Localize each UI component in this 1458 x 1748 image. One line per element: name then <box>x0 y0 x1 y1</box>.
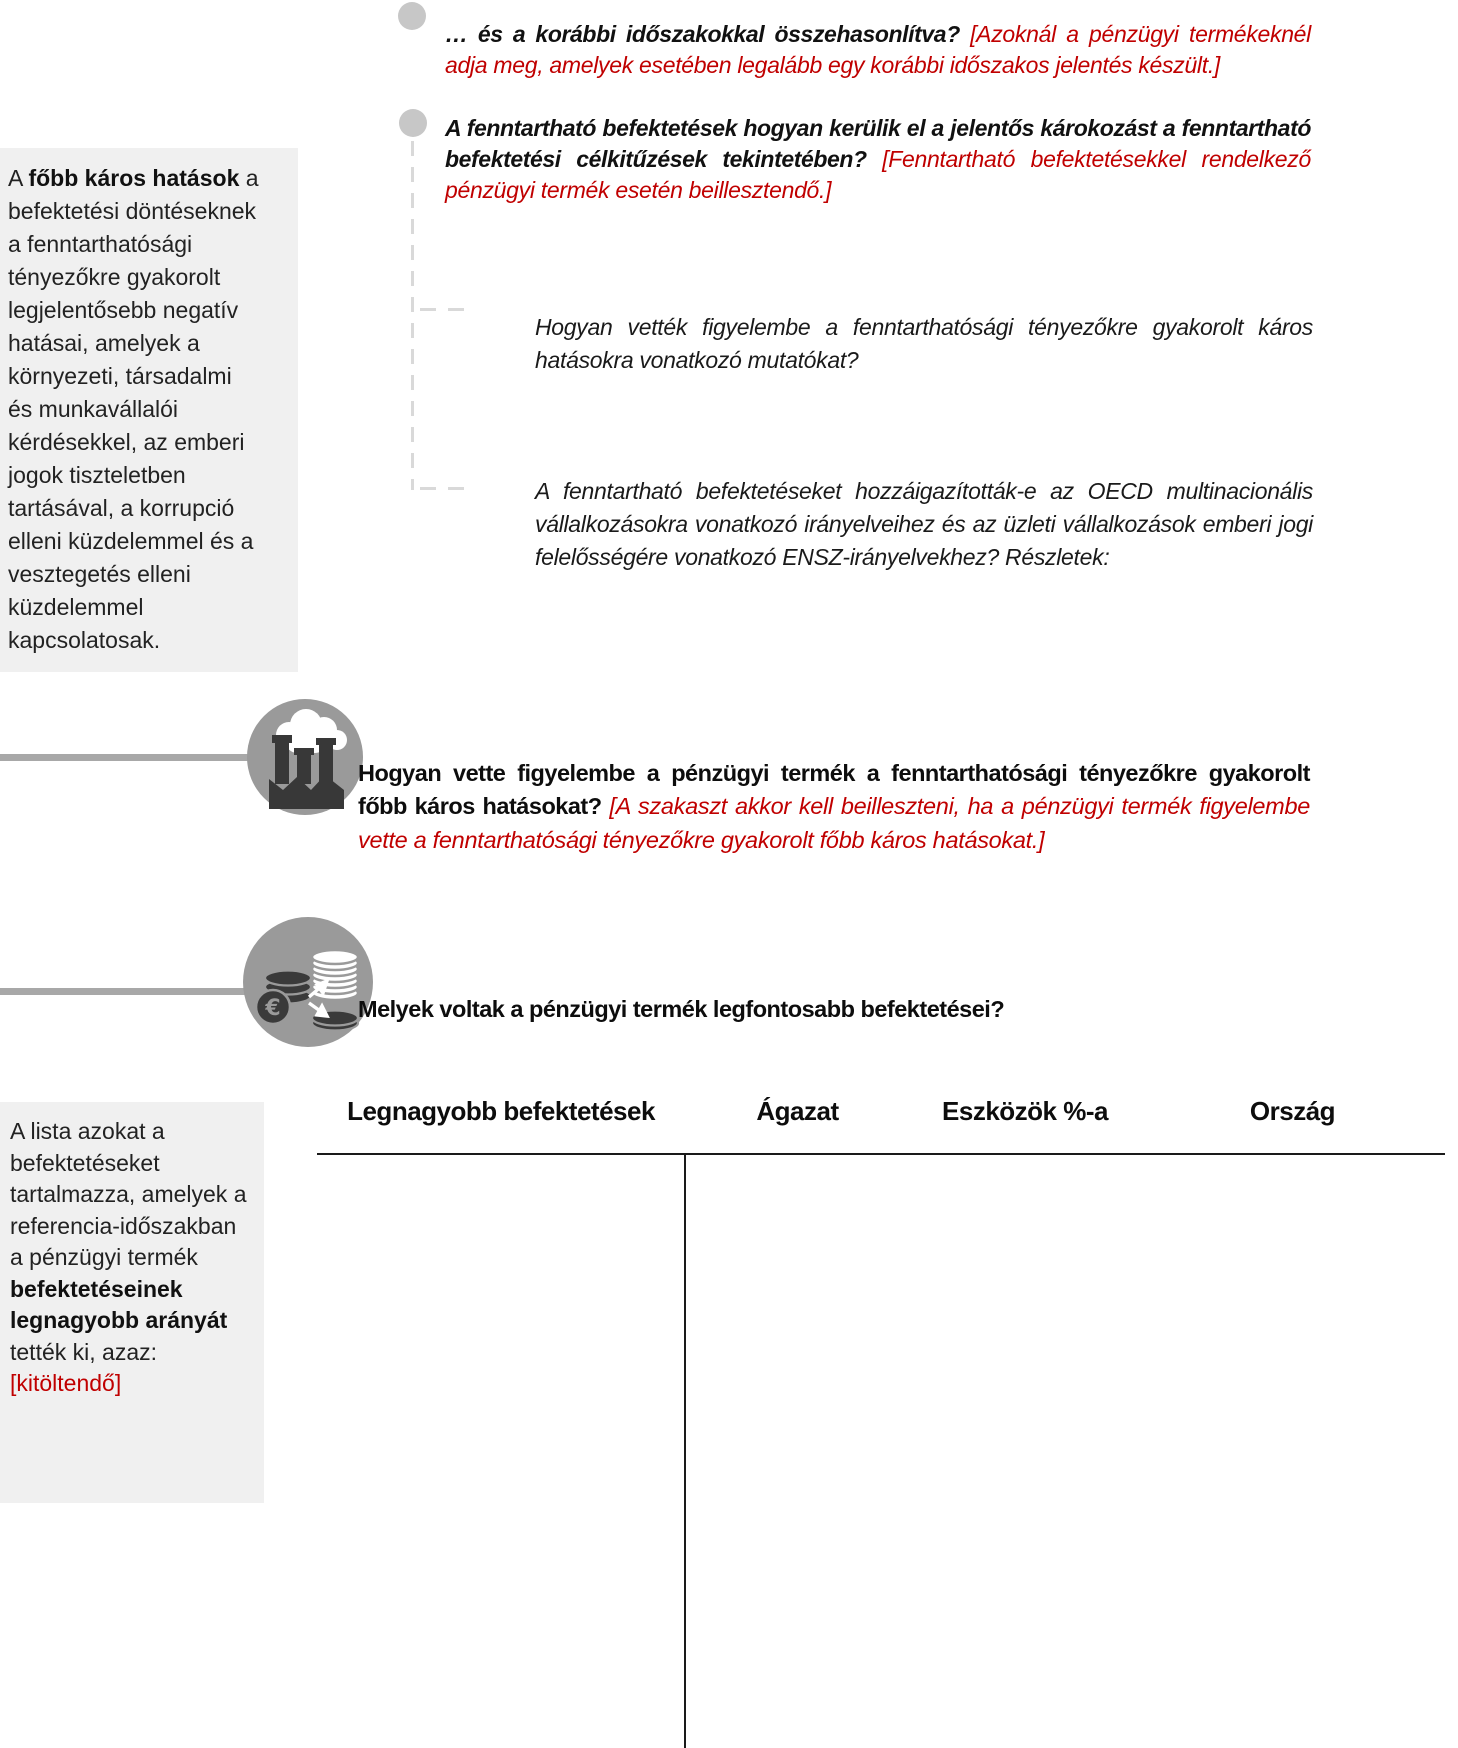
table-header-rule <box>317 1153 1445 1155</box>
table-header-largest-investments: Legnagyobb befektetések <box>347 1096 655 1126</box>
sidebar-note-investment-list <box>0 1102 264 1503</box>
sub-question-oecd-un-guidelines: A fenntartható befektetéseket hozzáigazították-e az OECD multinacionális vállalkozásokra vonatkozó irányelveihez és az üzleti vállalkozások emberi jogi felelősségére vonatkozó ENSZ-irányelvekhez? Részletek: <box>535 478 1313 570</box>
question-pai-text: Hogyan vette figyelembe a pénzügyi termék a fenntarthatósági tényezőkre gyakorolt főbb káros hatásokat? <box>358 759 1310 819</box>
bullet-icon <box>399 109 427 137</box>
question-top-investments <box>358 993 1310 1027</box>
note1-bold: főbb káros hatások <box>28 165 240 191</box>
note2-part2: tették ki, azaz: <box>10 1338 158 1365</box>
bullet-question-2 <box>445 113 1311 206</box>
note2-placeholder: [kitöltendő] <box>10 1370 122 1396</box>
bullet-question-1 <box>445 19 1311 81</box>
table-header-sector: Ágazat <box>756 1096 839 1126</box>
bullet-question-1-text: … és a korábbi időszakokkal összehasonlítva? <box>445 21 971 47</box>
bullet-question-2-text: A fenntartható befektetések hogyan kerülik el a jelentős károkozást a fenntartható befektetési célkitűzések tekintetében? <box>445 115 1311 172</box>
bullet-question-2-note: [Fenntartható befektetésekkel rendelkező pénzügyi termék esetén beillesztendő.] <box>445 146 1311 203</box>
section-rail <box>0 988 248 995</box>
coins-icon-graphic <box>243 917 373 1047</box>
table-column-divider <box>684 1155 686 1748</box>
question-principal-adverse-impacts <box>358 757 1310 858</box>
sidebar-note-main-adverse-impacts <box>0 148 298 672</box>
section-rail <box>0 754 252 761</box>
factory-icon-graphic <box>247 699 363 815</box>
sub-question-indicators: Hogyan vették figyelembe a fenntarthatósági tényezőkre gyakorolt káros hatásokra vonatkozó mutatókat? <box>535 314 1313 373</box>
factory-icon <box>247 699 363 815</box>
dashed-connector-horizontal <box>420 487 472 490</box>
note2-bold: befektetéseinek legnagyobb arányát <box>10 1275 228 1333</box>
question-pai-note: [A szakaszt akkor kell beilleszteni, ha a pénzügyi termék figyelembe vette a fenntarthatósági tényezőkre gyakorolt főbb káros hatásokat.] <box>358 793 1310 853</box>
bullet-icon <box>398 2 426 30</box>
table-header-country: Ország <box>1249 1096 1336 1126</box>
svg-text:€: € <box>265 996 281 1021</box>
coins-icon <box>243 917 373 1047</box>
note2-part1: A lista azokat a befektetéseket tartalmazza, amelyek a referencia-időszakban a pénzügyi termék <box>10 1118 247 1270</box>
question-top-investments-text: Melyek voltak a pénzügyi termék legfontosabb befektetései? <box>358 995 1005 1022</box>
dashed-connector-vertical <box>411 141 414 490</box>
dashed-connector-horizontal <box>420 308 472 311</box>
table-header-assets-percent: Eszközök %-a <box>942 1096 1108 1126</box>
bullet-question-1-note: [Azoknál a pénzügyi termékeknél adja meg, amelyek esetében legalább egy korábbi időszakos jelentés készült.] <box>445 21 1311 78</box>
note1-lead: A <box>8 165 29 191</box>
note1-rest: a befektetési döntéseknek a fenntarthatósági tényezőkre gyakorolt legjelentősebb negatív hatásai, amelyek a környezeti, társadalmi és munkavállalói kérdésekkel, az emberi jogok tiszteletben tartásával, a korrupció elleni küzdelemmel és a vesztegetés elleni küzdelemmel kapcsolatosak. <box>8 165 259 653</box>
